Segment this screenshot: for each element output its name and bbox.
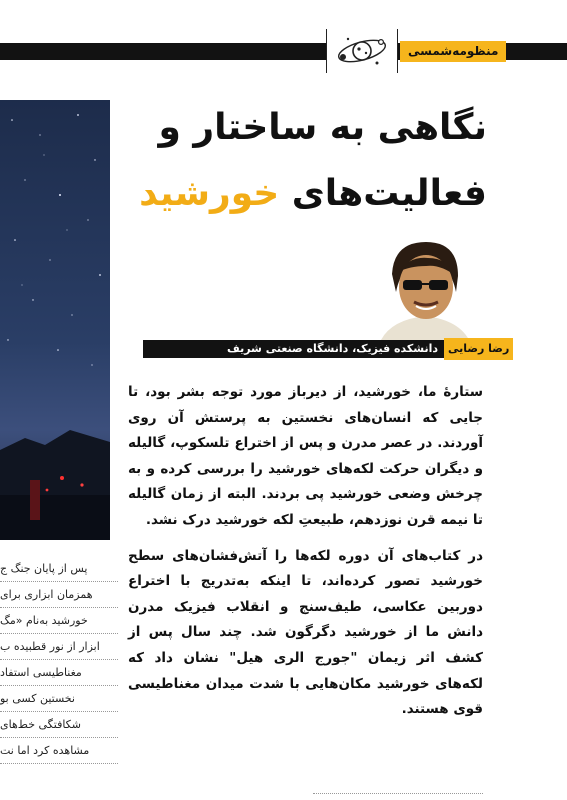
title-text: فعالیت‌های bbox=[279, 173, 487, 214]
left-column-text bbox=[0, 556, 118, 764]
author-name: رضا رضایی bbox=[444, 338, 513, 360]
left-column-line: مشاهده کرد اما نت bbox=[0, 738, 118, 764]
left-column-line: شکافتگی خط‌های bbox=[0, 712, 118, 738]
body-end-rule bbox=[313, 793, 483, 794]
body-paragraph-1: ستارهٔ ما، خورشید، از دیرباز مورد توجه بشر بود، تا جایی که انسان‌های نخستین به پرستش آن روی آوردند. در عصر مدرن و پس از اختراع تلسکوپ، گالیله و دیگران حرکت لکه‌های خورشید را بررسی کرده و به چرخش وضعی خورشید پی بردند. البته از زمان گالیله تا نیمه قرن نوزدهم، طبیعتِ لکه خورشید درک نشد. bbox=[128, 384, 483, 528]
left-column-line: خورشید به‌نام «مگ bbox=[0, 608, 118, 634]
article-title-line2 bbox=[107, 172, 487, 216]
left-column-line: همزمان ابزاری برای bbox=[0, 582, 118, 608]
left-column-line: پس از پایان جنگ ج bbox=[0, 556, 118, 582]
left-column-line: مغناطیسی استفاد bbox=[0, 660, 118, 686]
left-column-line: نخستین کسی بو bbox=[0, 686, 118, 712]
article-title-line1: نگاهی به ساختار و bbox=[158, 107, 487, 148]
section-logo bbox=[326, 29, 398, 73]
author-affiliation: دانشکده فیزیک، دانشگاه صنعتی شریف bbox=[226, 342, 438, 355]
section-label: منظومه‌شمسی bbox=[400, 41, 506, 62]
solar-system-icon bbox=[335, 31, 389, 71]
night-sky-photo bbox=[0, 100, 110, 540]
body-paragraph-2: در کتاب‌های آن دوره لکه‌ها را آتش‌فشان‌های سطح خورشید تصور کرده‌اند، تا اینکه به‌تدریج با اختراع دوربین عکاسی، طیف‌سنج و انقلاب فیزیک مدرن دانش ما از خورشید دگرگون شد. چند سال پس از کشف اثر زیمان "جورج الری هیل" نشان داد که لکه‌های خورشید مکان‌هایی با شدت میدان مغناطیسی قوی هستند. bbox=[128, 547, 483, 718]
author-portrait bbox=[370, 232, 480, 342]
article-body bbox=[128, 380, 483, 727]
left-column-line: ابزار از نور قطبیده ب bbox=[0, 634, 118, 660]
title-accent-word: خورشید bbox=[139, 173, 280, 214]
